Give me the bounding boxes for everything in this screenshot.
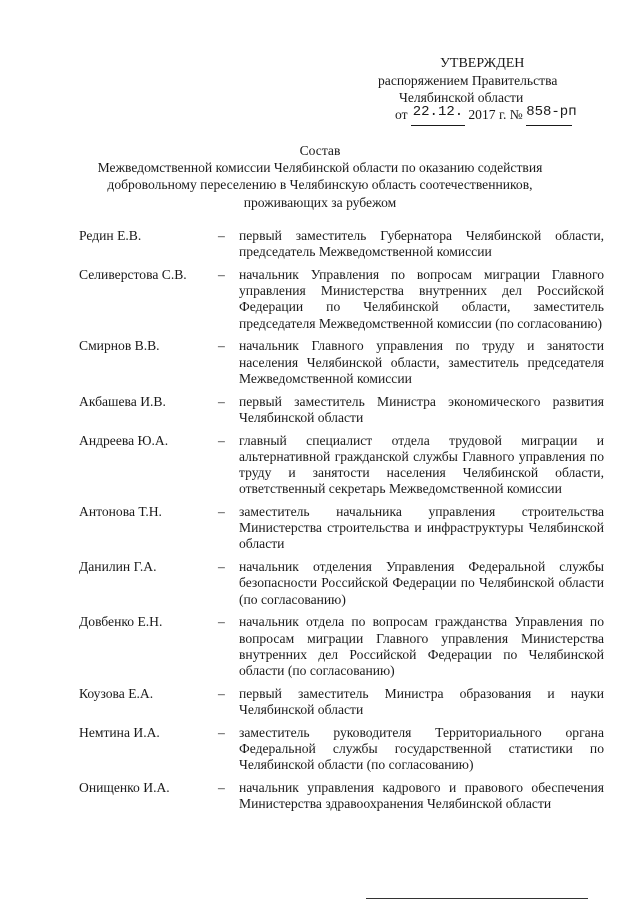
member-name: Антонова Т.Н.	[79, 504, 162, 520]
member-row	[79, 338, 604, 387]
member-dash: –	[218, 685, 225, 701]
member-dash: –	[218, 432, 225, 448]
approval-number-field	[526, 104, 577, 126]
member-row	[79, 686, 604, 718]
approval-prefix: от	[395, 107, 408, 122]
member-row	[79, 228, 604, 260]
member-role: начальник отделения Управления Федеральной службы безопасности Российской Федерации по Челябинской области (по согласованию)	[239, 559, 604, 607]
member-row	[79, 780, 604, 812]
member-name: Данилин Г.А.	[79, 559, 157, 575]
member-name: Андреева Ю.А.	[79, 432, 169, 448]
member-role: начальник отдела по вопросам гражданства Управления по вопросам миграции Главного управления Министерства внутренних дел Российской Федерации по Челябинской области (по согласованию)	[239, 614, 604, 679]
member-row	[79, 267, 604, 332]
member-dash: –	[218, 559, 225, 575]
member-row	[79, 394, 604, 426]
document-subtitle-line-2: добровольному переселению в Челябинскую область соотечественников,	[107, 177, 533, 193]
approval-stamp	[378, 55, 608, 124]
member-dash: –	[218, 393, 225, 409]
member-role: главный специалист отдела трудовой миграции и альтернативной гражданской службы Главного управления по труду и занятости населения Челябинской области, ответственный секретарь Межведомственной комиссии	[239, 432, 604, 497]
approval-date-field	[411, 106, 465, 126]
member-dash: –	[218, 504, 225, 520]
member-dash: –	[218, 338, 225, 354]
member-role: заместитель начальника управления строительства Министерства строительства и инфраструктуры Челябинской области	[239, 504, 604, 552]
member-dash: –	[218, 780, 225, 796]
approval-line-1: распоряжением Правительства	[378, 73, 558, 88]
member-dash: –	[218, 614, 225, 630]
member-role: первый заместитель Губернатора Челябинской области, председатель Межведомственной комиссии	[239, 228, 604, 260]
approval-year: 2017 г. №	[468, 107, 523, 122]
document-subtitle-line-1: Межведомственной комиссии Челябинской области по оказанию содействия	[97, 160, 543, 176]
approval-date: 22.12.	[412, 104, 464, 120]
document-title-block	[60, 142, 580, 211]
member-dash: –	[218, 724, 225, 740]
member-name: Коузова Е.А.	[79, 685, 154, 701]
member-name: Немтина И.А.	[79, 724, 160, 740]
footer-divider	[366, 898, 588, 899]
member-role: начальник Главного управления по труду и занятости населения Челябинской области, заместитель председателя Межведомственной комиссии	[239, 338, 604, 386]
member-row	[79, 559, 604, 608]
member-name: Онищенко И.А.	[79, 780, 170, 796]
member-row	[79, 725, 604, 774]
member-name: Селиверстова С.В.	[79, 267, 187, 282]
member-dash: –	[218, 228, 225, 243]
member-row	[79, 614, 604, 679]
member-row	[79, 433, 604, 498]
member-dash: –	[218, 267, 225, 282]
document-title: Состав	[299, 143, 341, 158]
approval-title: УТВЕРЖДЕН	[440, 56, 525, 71]
approval-date-line	[378, 106, 608, 124]
members-list	[79, 228, 604, 819]
document-subtitle-line-3: проживающих за рубежом	[243, 194, 397, 210]
member-role: заместитель руководителя Территориального органа Федеральной службы государственной статистики по Челябинской области (по согласованию)	[239, 724, 604, 773]
member-role: первый заместитель Министра образования и науки Челябинской области	[239, 685, 604, 718]
member-row	[79, 504, 604, 553]
member-name: Редин Е.В.	[79, 228, 142, 243]
member-role: начальник Управления по вопросам миграции Главного управления Министерства внутренних дел Российской Федерации по Челябинской области, заместитель председателя Межведомственной комиссии (по согласованию)	[239, 267, 604, 331]
member-role: начальник управления кадрового и правового обеспечения Министерства здравоохранения Челябинской области	[239, 780, 604, 812]
member-name: Довбенко Е.Н.	[79, 614, 163, 630]
member-name: Смирнов В.В.	[79, 338, 160, 354]
member-role: первый заместитель Министра экономического развития Челябинской области	[239, 393, 604, 425]
approval-line-2: Челябинской области	[399, 90, 524, 105]
approval-number: 858-рп	[526, 104, 577, 120]
member-name: Акбашева И.В.	[79, 393, 166, 409]
